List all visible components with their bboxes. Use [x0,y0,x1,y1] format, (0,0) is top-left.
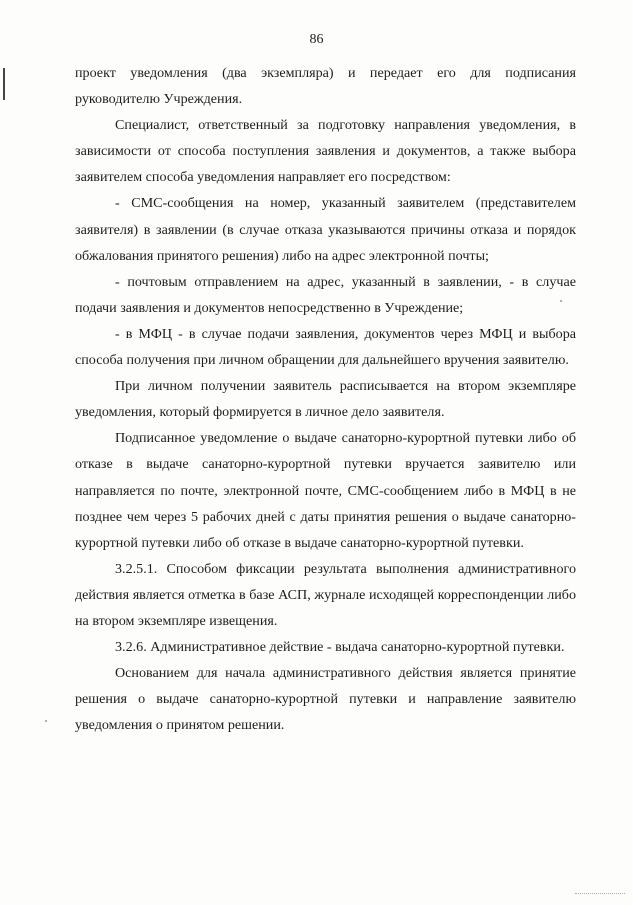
page-number: 86 [309,32,324,47]
paragraph: Основанием для начала административного действия является принятие решения о выдаче санаторно-курортной путевки и направление заявителю уведомления о принятом решении. [75,665,576,734]
scan-edge-mark [575,893,625,895]
paragraph: При личном получении заявитель расписывается на втором экземпляре уведомления, который формируется в личное дело заявителя. [75,378,576,421]
list-item: - почтовым отправлением на адрес, указанный в заявлении, - в случае подачи заявления и документов непосредственно в Учреждение; [75,273,576,316]
document-body [75,60,576,738]
paragraph: проект уведомления (два экземпляра) и передает его для подписания руководителю Учреждения. [75,65,576,108]
scan-edge-mark [3,68,5,100]
list-item: - СМС-сообщения на номер, указанный заявителем (представителем заявителя) в заявлении (в случае отказа указываются причины отказа и порядок обжалования принятого решения) либо на адрес электронной почты; [75,195,576,264]
paragraph: Подписанное уведомление о выдаче санаторно-курортной путевки либо об отказе в выдаче санаторно-курортной путевки вручается заявителю или направляется по почте, электронной почте, СМС-сообщением либо в МФЦ в не позднее чем через 5 рабочих дней с даты принятия решения о выдаче санаторно-курортной путевки либо об отказе в выдаче санаторно-курортной путевки. [75,430,576,551]
section-paragraph: 3.2.5.1. Способом фиксации результата выполнения административного действия является отметка в базе АСП, журнале исходящей корреспонденции либо на втором экземпляре извещения. [75,560,576,629]
scan-speck [45,720,47,722]
section-heading: 3.2.6. Административное действие - выдача санаторно-курортной путевки. [115,639,565,656]
list-item: - в МФЦ - в случае подачи заявления, документов через МФЦ и выбора способа получения при личном обращении для дальнейшего вручения заявителю. [75,325,576,369]
paragraph: Специалист, ответственный за подготовку направления уведомления, в зависимости от способа поступления заявления и документов, а также выбора заявителем способа уведомления направляет его посредством: [75,117,576,186]
